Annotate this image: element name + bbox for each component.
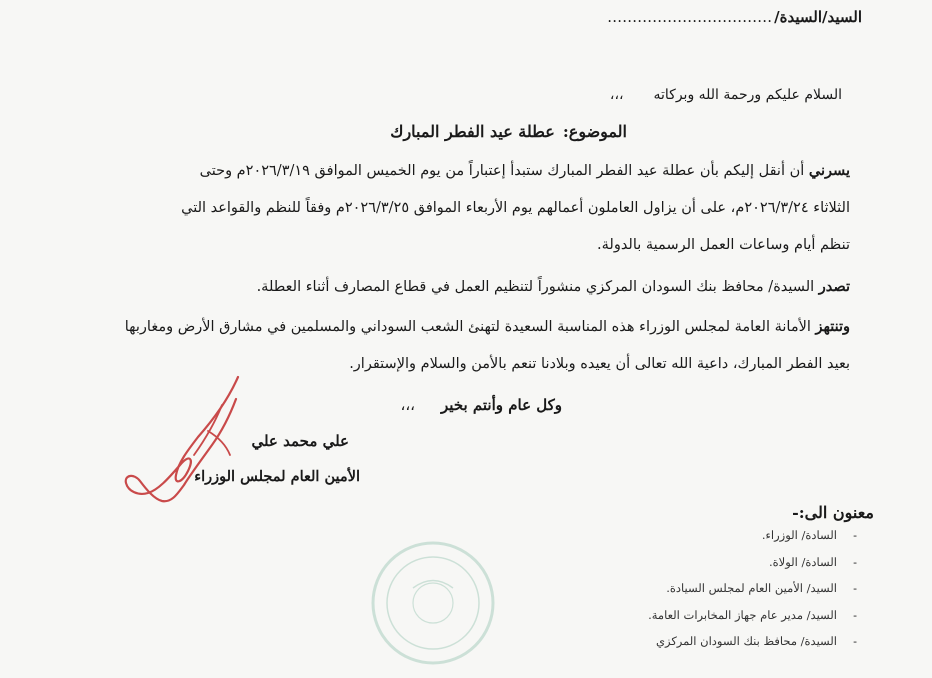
closing-text: وكل عام وأنتم بخير <box>441 396 562 414</box>
addressee-dots: …………………………… <box>607 8 773 26</box>
paragraph3-lead: وتنتهز <box>815 318 850 335</box>
cc-list <box>648 528 857 661</box>
paragraph3-line1 <box>125 320 850 335</box>
cc-item: - السادة/ الوزراء. <box>761 528 857 542</box>
addressee-label: السيد/السيدة/ <box>774 8 862 26</box>
paragraph1-line3: تنظم أيام وساعات العمل الرسمية بالدولة. <box>597 237 850 253</box>
greeting <box>610 88 842 102</box>
handwritten-signature <box>118 375 258 510</box>
paragraph1-line2: الثلاثاء ٢٠٢٦/٣/٢٤م، على أن يزاول العاملون أعمالهم يوم الأربعاء الموافق ٢٠٢٦/٣/٢٥م وفقاً للنظم والقواعد التي <box>181 200 850 216</box>
signer-title: الأمين العام لمجلس الوزراء <box>194 468 360 485</box>
cc-item: - السيد/ مدير عام جهاز المخابرات العامة. <box>648 607 857 622</box>
greeting-text: السلام عليكم ورحمة الله وبركاته <box>653 87 842 103</box>
paragraph1-lead: يسرني <box>808 162 850 179</box>
cc-title: معنون الى:- <box>792 503 874 522</box>
paragraph2-text: السيدة/ محافظ بنك السودان المركزي منشوراً لتنظيم العمل في قطاع المصارف أثناء العطلة. <box>256 279 819 295</box>
cc-item: - السادة/ الولاة. <box>768 554 857 569</box>
paragraph1-line1 <box>200 164 850 179</box>
addressee <box>607 10 862 25</box>
closing-trail: ،،، <box>400 396 416 414</box>
official-stamp-seal <box>368 528 498 678</box>
paragraph2-lead: تصدر <box>818 278 850 295</box>
paragraph3-line2: بعيد الفطر المبارك، داعية الله تعالى أن يعيده وبلادنا تنعم بالأمن والسلام والإستقرار. <box>349 356 850 372</box>
cc-item: - السيد/ الأمين العام لمجلس السيادة. <box>666 581 857 595</box>
cc-item: - السيدة/ محافظ بنك السودان المركزي <box>655 634 857 648</box>
subject-line <box>390 124 627 140</box>
closing <box>400 398 562 413</box>
paragraph3-text1: الأمانة العامة لمجلس الوزراء هذه المناسبة السعيدة لتهنئ الشعب السوداني والمسلمين في مشارق الأرض ومغاربها <box>124 319 816 335</box>
signer-name: علي محمد علي <box>251 432 349 450</box>
subject-label: الموضوع: <box>562 122 627 141</box>
paragraph1-text1: أن أنقل إليكم بأن عطلة عيد الفطر المبارك ستبدأ إعتباراً من يوم الخميس الموافق ٢٠٢٦/٣/١٩م وحتى <box>199 163 809 179</box>
subject-text: عطلة عيد الفطر المبارك <box>390 122 555 141</box>
greeting-trail: ،،، <box>609 87 624 103</box>
paragraph2 <box>257 280 850 295</box>
